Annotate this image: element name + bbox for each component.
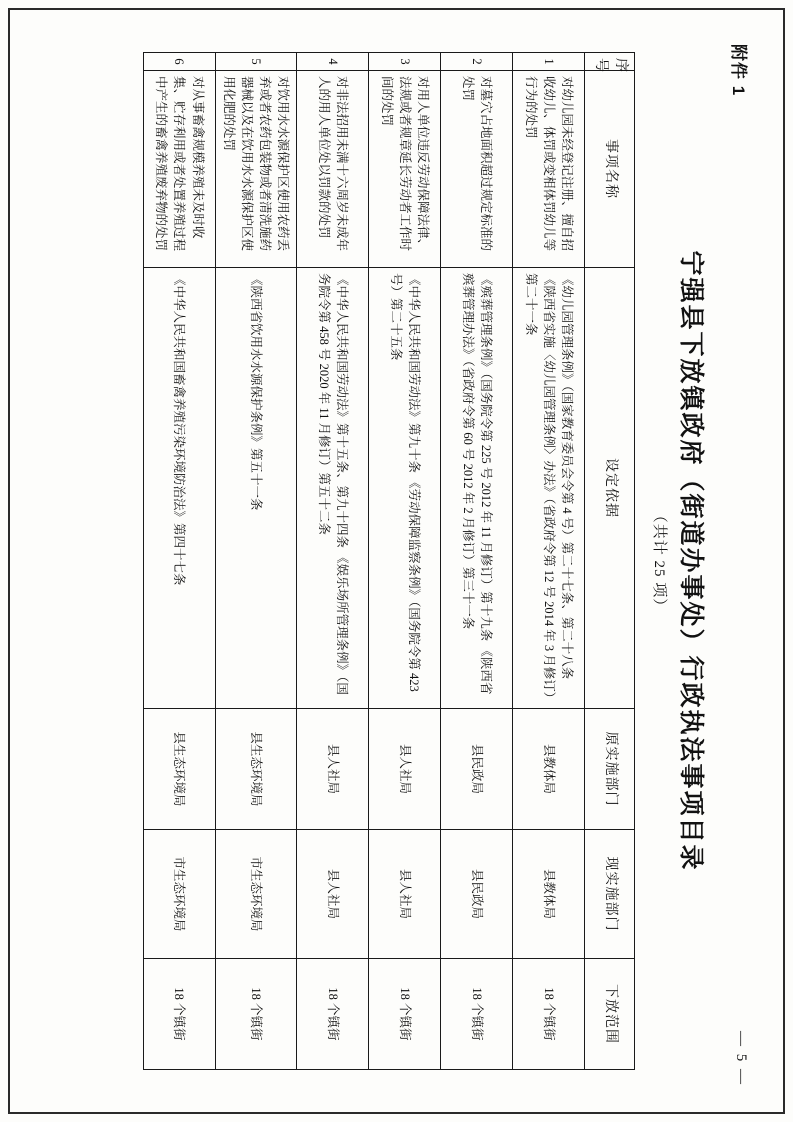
cell-current-dept: 县教体局 (513, 830, 585, 959)
col-header-seq: 序号 (585, 53, 635, 71)
table-row (441, 53, 513, 1070)
col-header-basis: 设定依据 (585, 268, 635, 709)
cell-current-dept: 县人社局 (369, 830, 441, 959)
enforcement-items-table (143, 52, 635, 1070)
cell-name: 对用人单位违反劳动保障法律、法规或者规章延长劳动者工作时间的处罚 (369, 71, 441, 268)
cell-seq: 3 (369, 53, 441, 71)
cell-scope: 18 个镇街 (441, 959, 513, 1070)
cell-basis: 《中华人民共和国劳动法》第十五条、第九十四条 《娱乐场所管理条例》（国务院令第 458 号 2020 年 11 月修订）第五十二条 (297, 268, 369, 709)
cell-seq: 6 (143, 53, 215, 71)
cell-original-dept: 县生态环境局 (143, 709, 215, 830)
cell-original-dept: 县人社局 (297, 709, 369, 830)
table-row (513, 53, 585, 1070)
table-row (143, 53, 215, 1070)
col-header-name: 事项名称 (585, 71, 635, 268)
page-title: 宁强县下放镇政府（街道办事处）行政执法事项目录 (677, 250, 704, 872)
cell-basis: 《陕西省饮用水水源保护条例》第五十一条 (215, 268, 297, 709)
attachment-label: 附件 1 (729, 44, 748, 97)
cell-original-dept: 县生态环境局 (215, 709, 297, 830)
cell-original-dept: 县民政局 (441, 709, 513, 830)
cell-basis: 《幼儿园管理条例》（国家教育委员会令第 4 号）第二十七条、第二十八条 《陕西省实施〈幼儿园管理条例〉办法》（省政府令第 12 号 2014 年 3 月修订）第二十一条 (513, 268, 585, 709)
cell-seq: 4 (297, 53, 369, 71)
cell-name: 对饮用水水源保护区使用农药丢弃或者农药包装物或者清洗施药器械以及在饮用水水源保护区使用化肥的处罚 (215, 71, 297, 268)
cell-basis: 《殡葬管理条例》（国务院令第 225 号 2012 年 11 月修订）第十九条 《陕西省殡葬管理办法》（省政府令第 60 号 2012 年 2 月修订）第三十一条 (441, 268, 513, 709)
cell-scope: 18 个镇街 (513, 959, 585, 1070)
cell-original-dept: 县人社局 (369, 709, 441, 830)
cell-current-dept: 县民政局 (441, 830, 513, 959)
cell-current-dept: 县人社局 (297, 830, 369, 959)
cell-seq: 2 (441, 53, 513, 71)
cell-seq: 5 (215, 53, 297, 71)
cell-scope: 18 个镇街 (369, 959, 441, 1070)
cell-seq: 1 (513, 53, 585, 71)
cell-basis: 《中华人民共和国畜禽养殖污染环境防治法》第四十七条 (143, 268, 215, 709)
table-row (215, 53, 297, 1070)
cell-current-dept: 市生态环境局 (143, 830, 215, 959)
cell-name: 对非法招用未满十六周岁未成年人的用人单位处以罚款的处罚 (297, 71, 369, 268)
cell-basis: 《中华人民共和国劳动法》第九十条 《劳动保障监察条例》（国务院令第 423 号）第二十五条 (369, 268, 441, 709)
page-subtitle: （共计 25 项） (651, 507, 667, 615)
table-row (369, 53, 441, 1070)
col-header-scope: 下放范围 (585, 959, 635, 1070)
cell-name: 对墓穴占地面积超过规定标准的处罚 (441, 71, 513, 268)
cell-scope: 18 个镇街 (143, 959, 215, 1070)
cell-name: 对幼儿园未经登记注册、擅自招收幼儿、体罚或变相体罚幼儿等行为的处罚 (513, 71, 585, 268)
cell-scope: 18 个镇街 (215, 959, 297, 1070)
cell-name: 对从事畜禽规模养殖未及时收集、贮存利用或者处置养殖过程中产生的畜禽养殖废弃物的处罚 (143, 71, 215, 268)
col-header-current-dept: 现实施部门 (585, 830, 635, 959)
col-header-original-dept: 原实施部门 (585, 709, 635, 830)
cell-original-dept: 县教体局 (513, 709, 585, 830)
table-row (297, 53, 369, 1070)
cell-current-dept: 市生态环境局 (215, 830, 297, 959)
page-number: — 5 — (733, 1031, 749, 1086)
cell-scope: 18 个镇街 (297, 959, 369, 1070)
table-header-row (585, 53, 635, 1070)
